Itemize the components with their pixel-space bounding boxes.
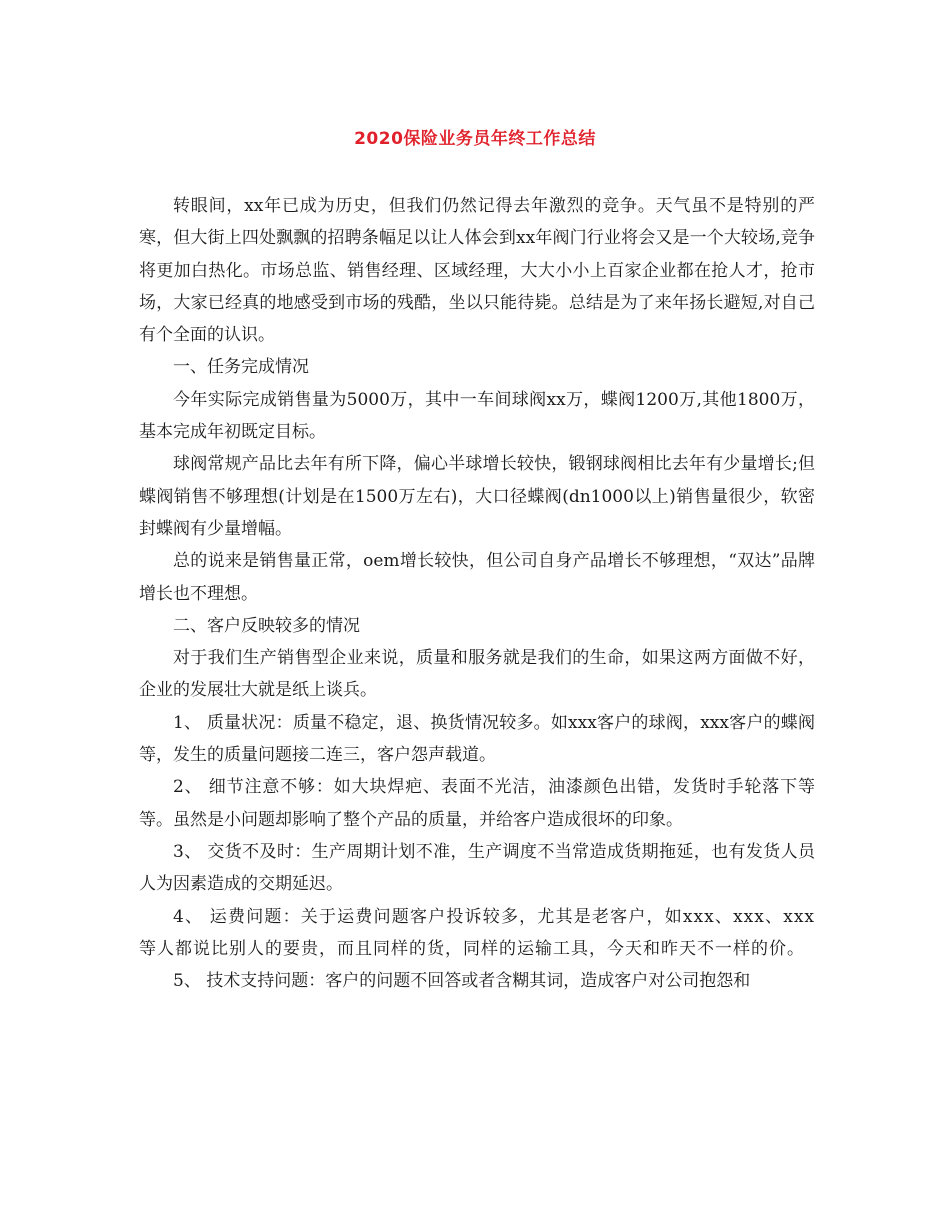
list-item-quality: 1、 质量状况：质量不稳定，退、换货情况较多。如xxx客户的球阀，xxx客户的蝶阀等，发生的质量问题接二连三，客户怨声载道。 (139, 712, 815, 766)
document-title: 2020保险业务员年终工作总结 (354, 129, 596, 149)
list-item-freight: 4、 运费问题：关于运费问题客户投诉较多，尤其是老客户，如xxx、xxx、xxx等人都说比别人的要贵，而且同样的货，同样的运输工具，今天和昨天不一样的价。 (139, 906, 815, 959)
paragraph-product-trends: 球阀常规产品比去年有所下降，偏心半球增长较快，锻钢球阀相比去年有少量增长;但蝶阀销售不够理想(计划是在1500万左右)，大口径蝶阀(dn1000以上)销售量很少，软密封蝶阀有少量增幅。 (139, 454, 815, 539)
paragraph-sales-volume: 今年实际完成销售量为5000万，其中一车间球阀xx万，蝶阀1200万,其他1800万，基本完成年初既定目标。 (139, 389, 815, 443)
paragraph-intro: 转眼间，xx年已成为历史，但我们仍然记得去年激烈的竞争。天气虽不是特别的严寒，但大街上四处飘飘的招聘条幅足以让人体会到xx年阀门行业将会又是一个大较场,竞争将更加白热化。市场总监、销售经理、区域经理，大大小小上百家企业都在抢人才，抢市场，大家已经真的地感受到市场的残酷，坐以只能待毙。总结是为了来年扬长避短,对自己有个全面的认识。 (139, 196, 815, 346)
section-heading-task-completion: 一、任务完成情况 (173, 357, 309, 378)
paragraph-quality-service: 对于我们生产销售型企业来说，质量和服务就是我们的生命，如果这两方面做不好，企业的发展壮大就是纸上谈兵。 (139, 648, 815, 701)
list-item-tech-support: 5、 技术支持问题：客户的问题不回答或者含糊其词，造成客户对公司抱怨和 (173, 971, 751, 992)
document-body (139, 190, 815, 997)
list-item-delivery: 3、 交货不及时：生产周期计划不准，生产调度不当常造成货期拖延，也有发货人员人为因素造成的交期延迟。 (139, 841, 815, 895)
paragraph-overall-summary: 总的说来是销售量正常，oem增长较快，但公司自身产品增长不够理想，“双达”品牌增长也不理想。 (139, 551, 815, 604)
list-item-details: 2、 细节注意不够：如大块焊疤、表面不光洁，油漆颜色出错，发货时手轮落下等等。虽然是小问题却影响了整个产品的质量，并给客户造成很坏的印象。 (139, 777, 815, 830)
section-heading-customer-feedback: 二、客户反映较多的情况 (173, 615, 360, 636)
